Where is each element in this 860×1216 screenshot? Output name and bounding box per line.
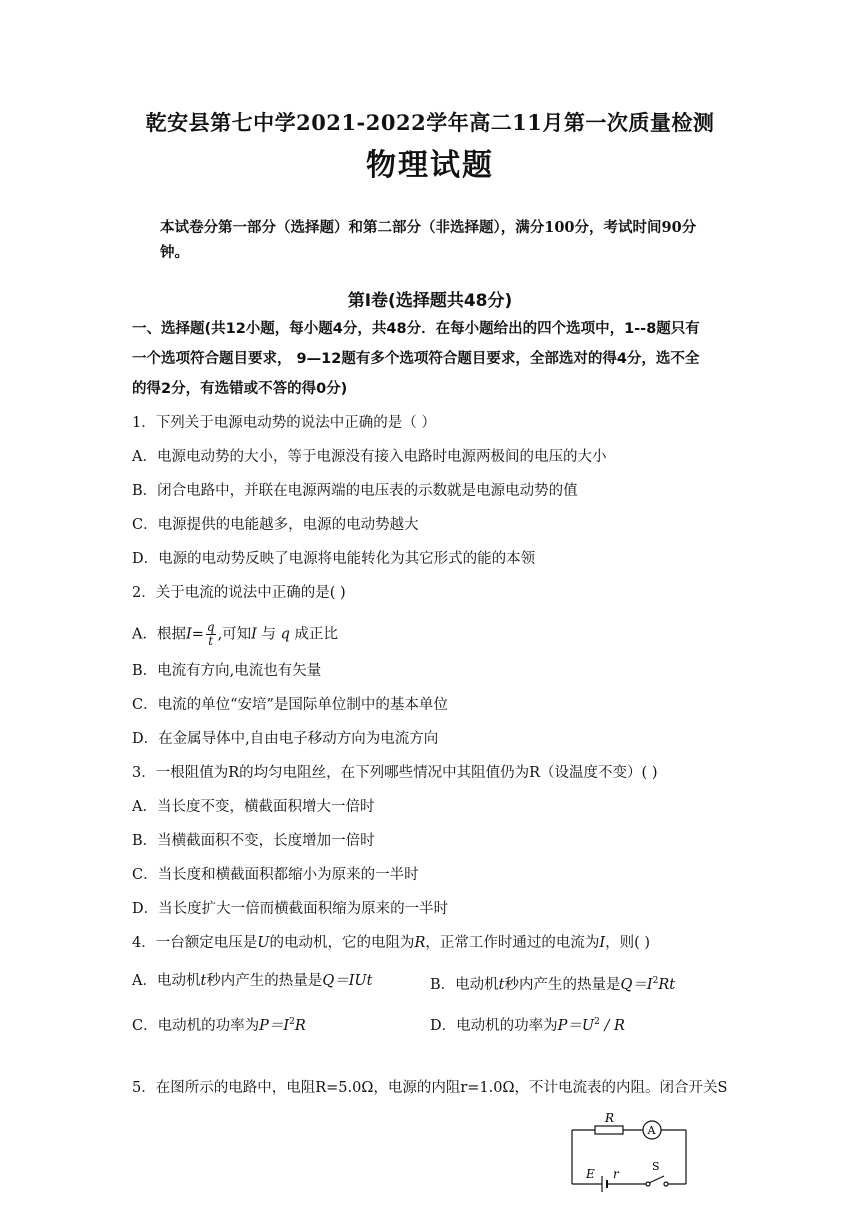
q4-b-formula-b: Rt [658,976,676,993]
instructions-line-2: 一个选项符合题目要求， 9—12题有多个选项符合题目要求，全部选对的得4分，选不全 [132,351,700,367]
q4-a-t: t [200,973,207,989]
exam-subject-title: 物理试题 [366,148,494,183]
q2-option-c: C．电流的单位“安培”是国际单位制中的基本单位 [132,697,448,713]
q2-stem: 2．关于电流的说法中正确的是( ) [132,585,346,601]
q2-a-with: 与 [256,626,281,643]
q4-d-pre: D．电动机的功率为 [430,1017,558,1034]
q4-c-pre: C．电动机的功率为 [132,1017,260,1034]
q3-option-b: B．当横截面积不变，长度增加一倍时 [132,833,375,849]
q5-stem: 5．在图所示的电路中，电阻R=5.0Ω，电源的内阻r=1.0Ω，不计电流表的内阻。闭合开关S [132,1080,728,1096]
q4-d-formula-a: P＝U [557,1017,595,1034]
q4-b-mid: 秒内产生的热量是 [504,976,621,993]
q4-a-pre: A．电动机 [132,973,201,989]
q2-a-q: q [280,626,290,643]
q4-option-b [430,971,675,995]
q4-b-t: t [498,976,505,993]
q2-a-mid: ,可知 [217,626,252,643]
q2-fraction-numerator: q [206,620,215,634]
q3-option-c: C．当长度和横截面积都缩小为原来的一半时 [132,867,419,883]
switch-label: S [652,1160,660,1173]
q4-stem-pre: 4．一台额定电压是 [132,935,258,951]
q4-stem-i: I [599,935,606,951]
q4-b-pre: B．电动机 [430,976,499,993]
q2-option-d: D．在金属导体中,自由电子移动方向为电流方向 [132,731,439,747]
q4-option-d [430,1012,625,1036]
q3-stem: 3．一根阻值为R的均匀电阻丝，在下列哪些情况中其阻值仍为R（设温度不变）( ) [132,765,658,781]
q3-option-a: A．当长度不变，横截面积增大一倍时 [132,799,375,815]
q1-option-c: C．电源提供的电能越多，电源的电动势越大 [132,517,419,533]
q1-option-b: B．闭合电路中，并联在电源两端的电压表的示数就是电源电动势的值 [132,483,578,499]
q4-stem-r: R [414,935,426,951]
q4-stem-u: U [257,935,270,951]
q4-stem-post: ，则( ) [605,935,651,951]
q2-option-a [132,621,338,648]
q4-c-formula-a: P＝I [259,1017,290,1034]
exam-title: 乾安县第七中学2021-2022学年高二11月第一次质量检测 [145,110,715,135]
q2-a-prefix: A．根据 [132,626,186,643]
q2-a-lhs: I [185,626,192,643]
q4-option-c [132,1012,306,1036]
q2-fraction-denominator: t [208,634,214,648]
q4-stem [132,933,650,953]
q1-stem: 1．下列关于电源电动势的说法中正确的是（ ） [132,415,436,431]
resistor-R [595,1126,623,1134]
q3-option-d: D．当长度扩大一倍而横截面积缩为原来的一半时 [132,901,449,917]
q4-a-mid: 秒内产生的热量是 [206,973,323,989]
switch-blade [649,1176,664,1183]
q5-circuit-diagram [560,1108,700,1198]
q2-fraction [206,621,216,648]
emf-label: E [586,1167,595,1181]
q4-b-sup: 2 [652,976,659,986]
q4-stem-mid1: 的电动机，它的电阻为 [269,935,415,951]
section-title: 第Ⅰ卷(选择题共48分) [347,291,513,311]
q4-c-sup: 2 [289,1017,295,1027]
ammeter-label: A [647,1124,656,1137]
q2-a-suffix: 成正比 [289,626,339,643]
q2-a-i: I [251,626,257,643]
q1-option-a: A．电源电动势的大小，等于电源没有接入电路时电源两极间的电压的大小 [132,449,607,465]
q2-option-b: B．电流有方向,电流也有矢量 [132,663,322,679]
resistor-label: R [605,1111,615,1125]
instructions-line-1: 一、选择题(共12小题，每小题4分，共48分．在每小题给出的四个选项中，1--8题只有 [132,321,700,337]
q4-c-formula-b: R [294,1017,306,1034]
q4-a-formula: Q＝IUt [322,973,373,989]
q2-a-eq: = [191,626,204,643]
intro-line-2: 钟。 [160,244,189,261]
q4-stem-mid2: ，正常工作时通过的电流为 [425,935,600,951]
switch-contact-right [664,1182,668,1186]
instructions-line-3: 的得2分，有选错或不答的得0分) [132,381,348,397]
q4-option-a [132,971,372,991]
q4-d-sup: 2 [594,1017,600,1027]
q1-option-d: D．电源的电动势反映了电源将电能转化为其它形式的能的本领 [132,551,536,567]
q4-d-formula-b: / R [599,1017,625,1034]
intro-line-1: 本试卷分第一部分（选择题）和第二部分（非选择题），满分100分，考试时间90分 [160,219,697,236]
internal-resistance-label: r [613,1167,619,1181]
q4-b-formula-a: Q＝I [620,976,653,993]
